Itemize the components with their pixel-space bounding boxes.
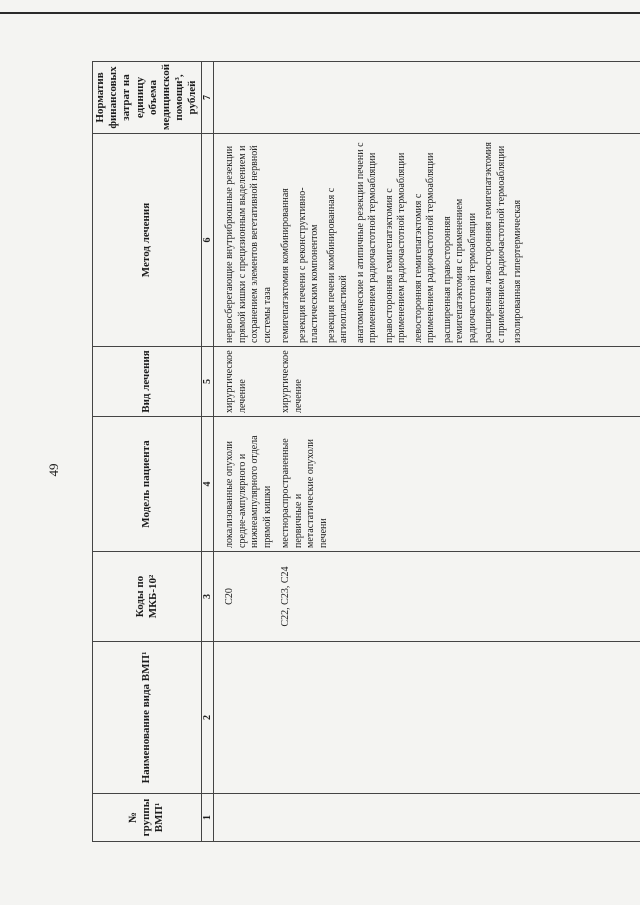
- column-number: 3: [201, 552, 213, 642]
- column-number: 1: [201, 794, 213, 842]
- treatment-type: хирургическое лечение: [279, 347, 530, 417]
- table-row: [223, 62, 279, 842]
- method-item: резекция печени комбинированная с ангиопластикой: [325, 187, 349, 343]
- treatment-method: [279, 134, 530, 347]
- column-number: 6: [201, 134, 213, 347]
- method-item: расширенная левосторонняя гемигепатэктомия с применением радиочастотной термоабляции: [483, 141, 507, 343]
- column-number-row: [201, 62, 213, 842]
- method-item: правосторонняя гемигепатэктомия с применением радиочастотной термоабляции: [383, 152, 407, 343]
- column-number: 7: [201, 62, 213, 134]
- treatment-type: хирургическое лечение: [223, 347, 279, 417]
- treatment-method: [223, 134, 279, 347]
- header-icd-codes: Коды по МКБ-10²: [93, 552, 202, 642]
- method-item: левосторонняя гемигепатэктомия с применением радиочастотной термоабляции: [412, 152, 436, 343]
- header-treatment-method: Метод лечения: [93, 134, 202, 347]
- header-group-number: № группы ВМП¹: [93, 794, 202, 842]
- icd-codes: C22, C23, C24: [279, 552, 530, 642]
- patient-model: локализованные опухоли средне-ампулярного и нижнеампулярного отдела прямой кишки: [223, 417, 279, 552]
- method-item: нервосберегающие внутрибрюшные резекции прямой кишки с прецизионным выделением и сохранением элементов вегетативной нервной системы таза: [224, 145, 273, 343]
- column-number: 4: [201, 417, 213, 552]
- header-cost-norm: Норматив финансовых затрат на единицу объема медицинской помощи³, рублей: [93, 62, 202, 134]
- header-treatment-type: Вид лечения: [93, 347, 202, 417]
- column-number: 2: [201, 642, 213, 794]
- icd-codes: C20: [223, 552, 279, 642]
- top-rule: [0, 12, 640, 14]
- header-vmp-name: Наименование вида ВМП¹: [93, 642, 202, 794]
- table-row: [279, 62, 530, 842]
- rotated-page: [92, 62, 632, 842]
- method-item: расширенная правосторонняя гемигепатэктомия с применением радиочастотной термоабляции: [441, 198, 478, 343]
- header-patient-model: Модель пациента: [93, 417, 202, 552]
- method-item: изолированная гипертермическая: [512, 199, 523, 343]
- column-number: 5: [201, 347, 213, 417]
- method-item: анатомические и атипичные резекции печени с применением радиочастотной термоабляции: [354, 142, 378, 343]
- method-item: резекция печени с реконструктивно-пластическим компонентом: [296, 187, 320, 343]
- page-number: 49: [46, 463, 61, 477]
- method-item: гемигепатэктомия комбинированная: [280, 188, 291, 343]
- patient-model: местнораспространенные первичные и метастатические опухоли печени: [279, 417, 530, 552]
- vmp-table: [92, 61, 640, 842]
